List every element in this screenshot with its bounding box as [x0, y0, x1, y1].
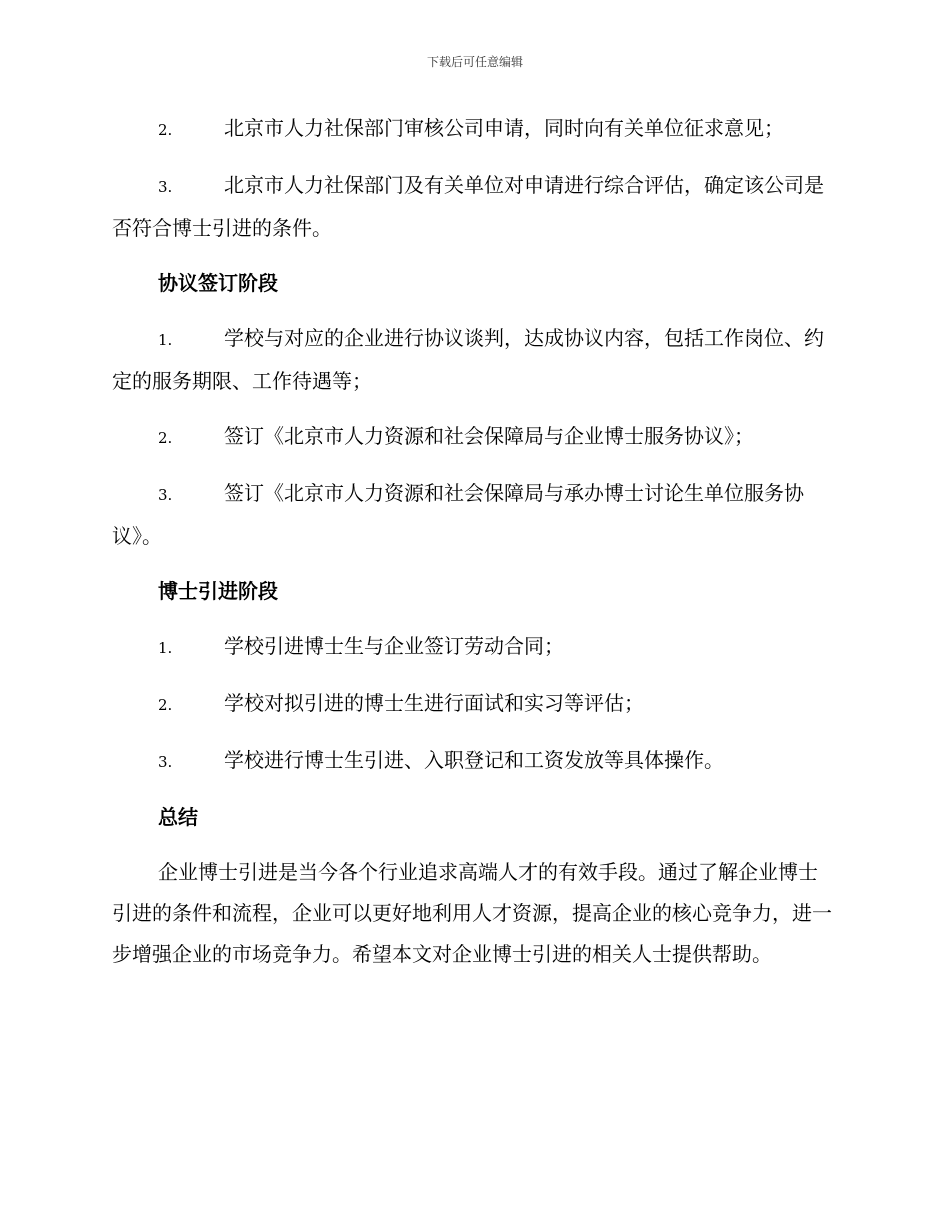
document-body — [112, 108, 834, 975]
list-item-number: 2. — [158, 696, 173, 714]
list-item-text: 学校进行博士生引进、入职登记和工资发放等具体操作。 — [224, 748, 724, 772]
list-item-text: 北京市人力社保部门及有关单位对申请进行综合评估，确定该公司是否符合博士引进的条件。 — [112, 173, 824, 240]
section-heading-introduction: 博士引进阶段 — [158, 579, 278, 603]
list-item-number: 3. — [158, 178, 173, 196]
list-item — [112, 318, 834, 402]
list-item-text: 签订《北京市人力资源和社会保障局与企业博士服务协议》； — [224, 424, 754, 448]
list-item — [112, 626, 834, 669]
list-item — [112, 683, 834, 726]
summary-paragraph: 企业博士引进是当今各个行业追求高端人才的有效手段。通过了解企业博士引进的条件和流程，企业可以更好地利用人才资源，提高企业的核心竞争力，进一步增强企业的市场竞争力。希望本文对企业博士引进的相关人士提供帮助。 — [112, 860, 832, 966]
list-item-text: 北京市人力社保部门审核公司申请，同时向有关单位征求意见； — [224, 116, 784, 140]
list-item-number: 1. — [158, 331, 173, 349]
list-item-number: 3. — [158, 753, 173, 771]
list-item-number: 3. — [158, 486, 173, 504]
list-item-number: 1. — [158, 639, 173, 657]
list-item — [112, 473, 834, 557]
list-item-text: 签订《北京市人力资源和社会保障局与承办博士讨论生单位服务协议》。 — [112, 481, 804, 548]
list-item-number: 2. — [158, 429, 173, 447]
list-item — [112, 416, 834, 459]
list-item-text: 学校与对应的企业进行协议谈判，达成协议内容，包括工作岗位、约定的服务期限、工作待遇等； — [112, 326, 824, 393]
page-header: 下载后可任意编辑 — [426, 55, 523, 69]
list-item — [112, 165, 834, 249]
list-item-number: 2. — [158, 121, 173, 139]
list-item-text: 学校引进博士生与企业签订劳动合同； — [224, 634, 564, 658]
section-heading-summary: 总结 — [158, 805, 198, 829]
section-heading-agreement: 协议签订阶段 — [158, 271, 278, 295]
list-item-text: 学校对拟引进的博士生进行面试和实习等评估； — [224, 691, 644, 715]
list-item — [112, 740, 834, 783]
list-item — [112, 108, 834, 151]
